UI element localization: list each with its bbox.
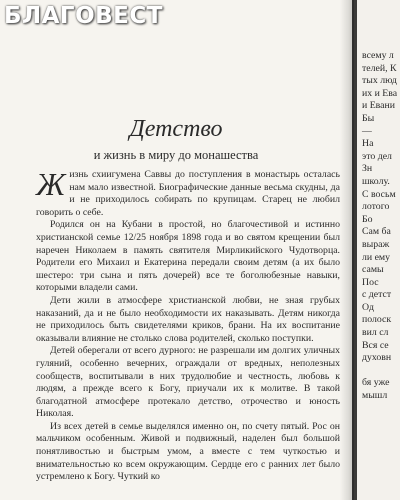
right-page [357, 0, 400, 500]
paragraph [36, 166, 340, 219]
right-page-text [362, 50, 400, 403]
watermark-logo: БЛАГОВЕСТ [4, 3, 163, 29]
text-line: бя уже [362, 377, 390, 389]
body-text [36, 166, 340, 484]
text-line: Зн [362, 163, 373, 175]
paragraph-text: изнь схиигумена Саввы до поступления в монастырь осталась нам мало известной. Биографические данные весьма скудны, да и не приходилось собирать по крупицам. Старец не любил говорить о себе. [36, 169, 340, 218]
book-gutter [340, 0, 354, 500]
text-line: ли ему [362, 251, 391, 263]
text-line: их и Ева [362, 87, 398, 99]
text-line: Бо [362, 213, 373, 225]
text-line: лотого [362, 201, 390, 213]
text-line: Пос [362, 276, 379, 288]
text-line: и Евани [362, 100, 396, 112]
text-line: — [362, 125, 372, 137]
text-line: духовн [362, 352, 392, 364]
text-line: Вся се [362, 339, 389, 351]
text-line: самы [362, 264, 384, 276]
paragraph: Детей оберегали от всего дурного: не разрешали им долгих уличных гуляний, особенно вечерних, ограждали от вредных, неполезных сообществ, воспитывали в них трудолюбие и честность, любовь к людям, а прежде всего к Богу, приучали их к молитве. В такой благодатной атмосфере протекало детство, отрочество и юность Николая. [36, 345, 340, 420]
text-line: школу. [362, 175, 390, 187]
text-line: это дел [362, 150, 392, 162]
chapter-title: Детство [129, 116, 223, 142]
text-line: тых люд [362, 75, 397, 87]
text-line: Бы [362, 112, 375, 124]
text-line: выраж [362, 238, 390, 250]
chapter-subtitle: и жизнь в миру до монашества [93, 148, 259, 162]
text-line: вил сл [362, 327, 389, 339]
text-line: с детст [362, 289, 392, 301]
text-line: всему л [362, 50, 394, 61]
drop-cap: Ж [36, 166, 66, 202]
text-line: мышл [362, 390, 388, 402]
text-line: телей, К [362, 62, 397, 74]
text-line: полоск [362, 314, 392, 326]
text-line: Од [362, 301, 374, 313]
text-line: На [362, 138, 374, 150]
paragraph: Дети жили в атмосфере христианской любви, не зная грубых наказаний, да и не было необходимости их наказывать. Детям никогда не приходилось быть свидетелями криков, брани. На их воспитание оказывали влияние не столько слова родителей, сколько поступки. [36, 294, 340, 344]
text-line: С восьм [362, 188, 396, 200]
text-line [362, 365, 400, 378]
paragraph: Родился он на Кубани в простой, но благочестивой и истинно христианской семье 12/25 ноября 1898 года и во святом крещении был наречен Николаем в память святителя Мирликийского Чудотворца. Родители его Михаил и Екатерина передали своим детям (а их было шестеро: три сына и пять дочерей) все те боголюбезные навыки, которыми владели сами. [36, 219, 340, 294]
paragraph: Из всех детей в семье выделялся именно он, по счету пятый. Рос он мальчиком особенным. Живой и подвижный, наделен был большой понятливостью и быстрым умом, а вместе с тем чуткостью и внимательностью ко всем окружающим. Сердце его с ранних лет было устремлено к Богу. Чуткий ко [36, 420, 340, 483]
text-line: Сам ба [362, 226, 391, 238]
